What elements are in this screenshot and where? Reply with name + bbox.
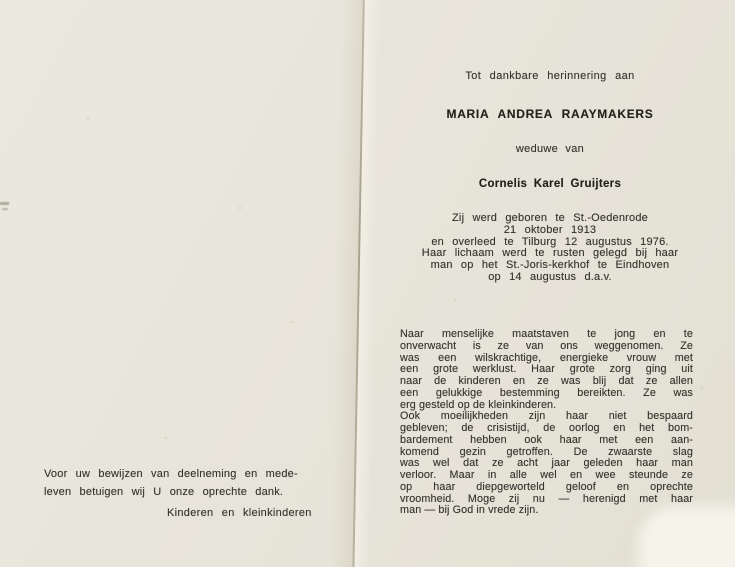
spouse-name: Cornelis Karel Gruijters [478,178,622,190]
life-details-block [390,213,710,284]
text-line: naar de kinderen en ze was blij dat ze allen [400,375,693,387]
text-line: Naar menselijke maatstaven te jong en te [400,328,693,340]
text-line: Voor uw bewijzen van deelneming en mede- [44,468,298,480]
center-fold [346,0,371,567]
text-line: op haar diepgeworteld geloof en oprechte [400,480,693,493]
text-line: man — bij God in vrede zijn. [400,504,539,517]
paper-speck [0,202,9,205]
intro-text: Tot dankbare herinnering aan [465,70,635,82]
paper-speck [2,208,8,210]
text-line: bardement hebben ook haar met een aan- [400,433,693,446]
text-line: komend gezin getroffen. De zwaarste slag [400,445,693,458]
text-line: gebleven; de crisistijd, de oorlog en het bom- [400,422,693,434]
text-line: was een wilskrachtige, energieke vrouw met [400,351,693,364]
text-line: verloor. Maar in alle wel en wee steunde ze [400,469,693,481]
thanks-block [44,466,340,501]
text-line: 21 oktober 1913 [503,223,597,236]
text-line: Zij werd geboren te St.-Oedenrode [452,212,648,224]
text-line: leven betuigen wij U onze oprechte dank. [44,485,284,498]
text-line: was wel dat ze acht jaar geleden haar man [400,457,693,470]
text-line: en overleed te Tilburg 12 augustus 1976. [431,235,669,248]
text-line: Ook moeilijkheden zijn haar niet bespaard [400,410,693,423]
text-line: onverwacht is ze van ons weggenomen. Ze [400,339,693,352]
header-block [390,64,710,191]
text-line: erg gesteld op de kleinkinderen. [400,398,557,411]
text-line: een grote werklust. Haar grote zorg ging uit [400,363,693,376]
text-line: op 14 augustus d.a.v. [488,270,612,283]
text-line: vroomheid. Moge zij nu — herenigd met haar [400,492,693,505]
text-line: man op het St.-Joris-kerkhof te Eindhoven [430,259,670,272]
text-line: Haar lichaam werd te rusten gelegd bij haar [421,247,679,260]
relation-text: weduwe van [515,143,585,155]
text-line: een gelukkige bestemming bereikten. Ze was [400,386,693,399]
signature-text: Kinderen en kleinkinderen [167,507,312,519]
deceased-name: MARIA ANDREA RAAYMAKERS [446,107,654,121]
memorial-text-block [400,329,693,517]
